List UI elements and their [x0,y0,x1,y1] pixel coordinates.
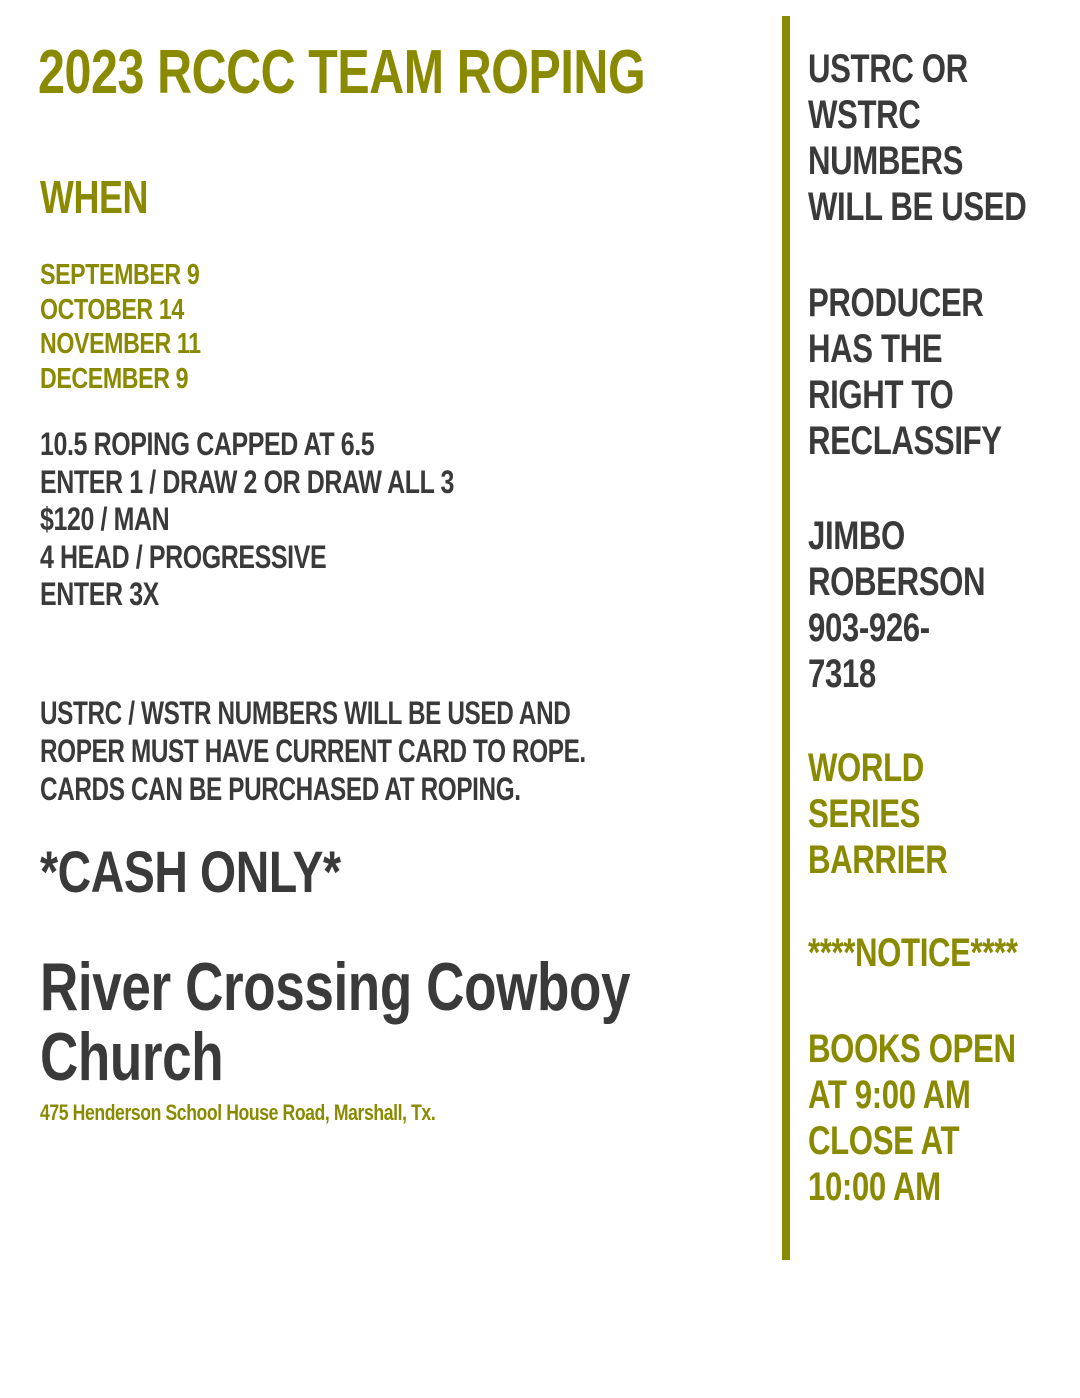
venue-name-line: River Crossing Cowboy [40,949,631,1025]
sidebar-line: BOOKS OPEN [808,1027,1016,1071]
sidebar-line: WORLD [808,746,924,790]
venue-address: 475 Henderson School House Road, Marshall, Tx. [40,1100,436,1125]
sidebar-line: AT 9:00 AM [808,1073,971,1117]
date-item: OCTOBER 14 [40,293,184,326]
sidebar-line: HAS THE [808,327,943,371]
sidebar-line: RIGHT TO [808,373,954,417]
sidebar-line: BARRIER [808,838,948,882]
sidebar-line: NUMBERS [808,139,964,183]
sidebar-notice: ****NOTICE**** [808,931,1018,975]
sidebar-line: 10:00 AM [808,1165,941,1209]
sidebar-producer-note [808,280,1002,464]
contact-phone: 903-926- [808,606,930,650]
sidebar-line: SERIES [808,792,921,836]
when-heading: WHEN [40,171,149,223]
sidebar-barrier [808,745,947,883]
sidebar-numbers-note [808,46,1026,230]
membership-line: USTRC / WSTR NUMBERS WILL BE USED AND [40,695,571,731]
sidebar-books-hours [808,1026,1016,1210]
sidebar-line: CLOSE AT [808,1119,960,1163]
sidebar-line: PRODUCER [808,281,984,325]
sidebar-contact [808,513,985,697]
venue-name-line: Church [40,1019,224,1095]
vertical-divider [782,16,790,1260]
contact-name: JIMBO [808,514,905,558]
membership-line: ROPER MUST HAVE CURRENT CARD TO ROPE. [40,733,586,769]
date-item: SEPTEMBER 9 [40,259,200,291]
rule-line: 10.5 ROPING CAPPED AT 6.5 [40,426,375,462]
rule-line: 4 HEAD / PROGRESSIVE [40,538,327,575]
event-title: 2023 RCCC TEAM ROPING [38,38,646,107]
membership-notice [40,694,586,808]
rule-line: ENTER 1 / DRAW 2 OR DRAW ALL 3 [40,463,455,500]
date-item: DECEMBER 9 [40,362,189,395]
cash-only-notice: *CASH ONLY* [40,840,341,905]
date-list [40,258,201,396]
sidebar-line: USTRC OR [808,47,968,91]
sidebar-line: WILL BE USED [808,185,1027,229]
date-item: NOVEMBER 11 [40,328,201,360]
sidebar-line: RECLASSIFY [808,419,1002,463]
membership-line: CARDS CAN BE PURCHASED AT ROPING. [40,771,521,807]
rule-line: ENTER 3X [40,576,159,612]
contact-phone: 7318 [808,652,876,696]
sidebar-line: WSTRC [808,93,921,137]
roping-rules [40,426,454,614]
rule-line: $120 / MAN [40,501,170,537]
contact-name: ROBERSON [808,560,986,604]
venue-name [40,949,631,1095]
